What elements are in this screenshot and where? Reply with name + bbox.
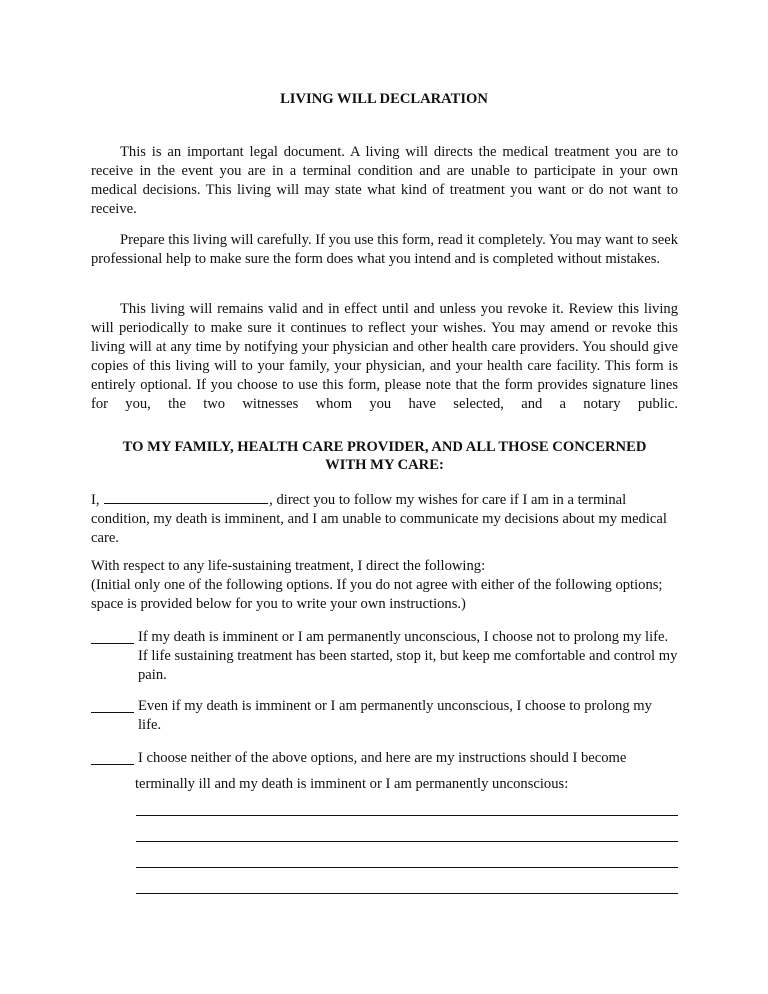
instruction-line-3[interactable]: [136, 867, 678, 868]
document-title: LIVING WILL DECLARATION: [280, 91, 488, 107]
intro-paragraph-3: This living will remains valid and in effect until and unless you revoke it. Review this living will periodically to make sure it continues to reflect your wishes. You may amend or revoke this living will at any time by notifying your physician and other health care providers. You should give copies of this living will to your family, your physician, and your health care facility. This form is entirely optional. If you choose to use this form, please note that the form provides signature lines for you, the two witnesses whom you have selected, and a notary public.: [91, 301, 678, 412]
direction-line-1: With respect to any life-sustaining treatment, I direct the following:: [91, 558, 486, 574]
declarant-name-field[interactable]: [104, 489, 268, 504]
declarant-prefix: I,: [91, 492, 100, 508]
option-1-text: If my death is imminent or I am permanently unconscious, I choose not to prolong my life. If life sustaining treatment has been started, stop it, but keep me comfortable and control my pain.: [138, 629, 678, 683]
instruction-line-1[interactable]: [136, 815, 678, 816]
direction-block: [91, 557, 678, 614]
section-heading-line-2: WITH MY CARE:: [325, 457, 444, 473]
section-heading-line-1: TO MY FAMILY, HEALTH CARE PROVIDER, AND ALL THOSE CONCERNED: [122, 439, 647, 455]
intro-paragraph-1: This is an important legal document. A living will directs the medical treatment you are to receive in the event you are in a terminal condition and are unable to participate in your own medical decisions. This living will may state what kind of treatment you want or do not want to receive.: [91, 144, 678, 217]
initial-field-option-1[interactable]: [91, 628, 134, 644]
option-3-text-line-2: terminally ill and my death is imminent or I am permanently unconscious:: [135, 776, 569, 792]
declarant-suffix: , direct you to follow my wishes for care if I am in a terminal condition, my death is imminent, and I am unable to communicate my decisions about my medical care.: [91, 492, 667, 546]
direction-instructions: (Initial only one of the following options. If you do not agree with either of the following options; space is provided below for you to write your own instructions.): [91, 577, 663, 612]
section-heading: [91, 438, 678, 474]
option-2-text: Even if my death is imminent or I am permanently unconscious, I choose to prolong my life.: [138, 698, 652, 733]
instruction-line-4[interactable]: [136, 893, 678, 894]
option-3-text: I choose neither of the above options, and here are my instructions should I become: [138, 750, 627, 766]
declarant-statement: [91, 489, 678, 548]
initial-field-option-2[interactable]: [91, 697, 134, 713]
instruction-line-2[interactable]: [136, 841, 678, 842]
intro-paragraph-2: Prepare this living will carefully. If you use this form, read it completely. You may want to seek professional help to make sure the form does what you intend and is completed without mistakes.: [91, 232, 678, 267]
initial-field-option-3[interactable]: [91, 749, 134, 765]
